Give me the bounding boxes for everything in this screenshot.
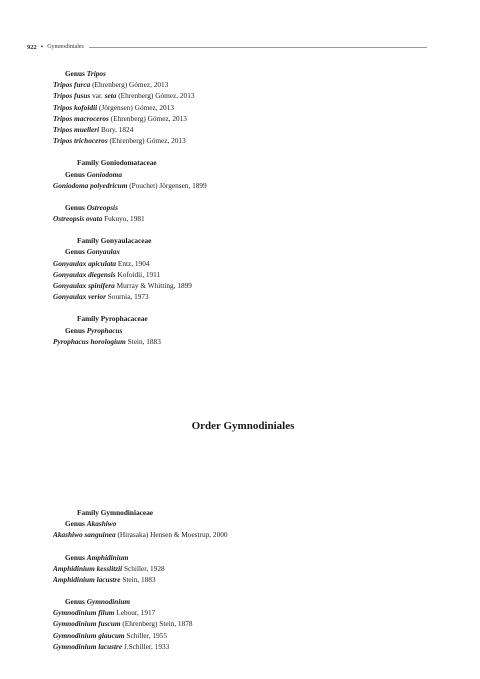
species-entry: Ostreopsis ovata Fukuyo, 1981 [53, 214, 145, 224]
family-heading: Family Pyrophacaceae [77, 314, 148, 324]
species-entry: Tripos muelleri Bory, 1824 [53, 124, 134, 134]
species-entry: Gymnodinium fuscum (Ehrenberg) Stein, 1878 [53, 619, 193, 629]
order-heading: Order Gymnodiniales [191, 419, 295, 432]
family-heading: Family Gonyaulacaceae [77, 236, 152, 246]
genus-heading: Genus Akashiwo [65, 519, 117, 529]
species-entry: Gymnodinium glaucum Schiller, 1955 [53, 630, 168, 640]
header-rule [89, 47, 427, 48]
species-entry: Tripos furca (Ehrenberg) Gómez, 2013 [53, 80, 169, 90]
genus-heading: Genus Gonyaulax [65, 247, 120, 257]
genus-heading: Genus Ostreopsis [65, 202, 118, 212]
genus-heading: Genus Gymnodinium [65, 597, 131, 607]
page-content [53, 68, 443, 663]
genus-tripos-block [53, 68, 443, 146]
species-entry: Goniodoma polyedricum (Pouchet) Jörgensen, 1899 [53, 180, 207, 190]
family-heading: Family Goniodomataceae [77, 158, 157, 168]
species-entry: Gonyaulax spinifera Murray & Whitting, 1899 [53, 281, 192, 290]
genus-amphidinium-block [53, 552, 443, 586]
species-entry: Tripos trichoceros (Ehrenberg) Gómez, 2013 [53, 136, 186, 146]
species-entry: Tripos kofoidii (Jörgensen) Gómez, 2013 [53, 102, 174, 112]
species-entry: Gymnodinium lacustre J.Schiller, 1933 [53, 641, 170, 651]
header-separator: • [40, 43, 44, 51]
species-entry: Gonyaulax apiculata Entz, 1904 [53, 258, 150, 268]
section-title: Gymnodiniales [47, 44, 84, 50]
genus-gymnodinium-block [53, 596, 443, 652]
species-entry: Amphidinium lacustre Stein, 1883 [53, 574, 156, 584]
genus-ostreopsis-block [53, 202, 443, 224]
species-entry: Akashiwo sanguinea (Hirasaka) Hensen & Moestrup, 2000 [53, 530, 228, 540]
species-entry: Gymnodinium filum Lebour, 1917 [53, 608, 156, 618]
species-entry: Amphidinium kesslitzii Schiller, 1928 [53, 563, 165, 573]
species-entry: Tripos fusus var. seta (Ehrenberg) Gómez, 2013 [53, 91, 195, 101]
species-entry: Gonyaulax verior Sournia, 1973 [53, 292, 149, 302]
genus-heading: Genus Amphidinium [65, 552, 129, 562]
genus-heading: Genus Goniodoma [65, 169, 122, 179]
genus-heading: Genus Tripos [65, 69, 106, 78]
family-pyrophacaceae-block [53, 313, 443, 347]
species-entry: Tripos macroceros (Ehrenberg) Gómez, 2013 [53, 113, 187, 123]
family-gymnodiniaceae-block [53, 507, 443, 541]
species-entry: Pyrophacus horologium Stein, 1883 [53, 336, 161, 346]
family-heading: Family Gymnodiniaceae [77, 507, 154, 517]
genus-heading: Genus Pyrophacus [65, 325, 123, 335]
family-gonyaulacaceae-block [53, 235, 443, 302]
page-number: 922 [27, 43, 37, 51]
species-entry: Gonyaulax diegensis Kofoidii, 1911 [53, 269, 161, 279]
running-header [27, 41, 427, 53]
family-goniodomataceae-block [53, 157, 443, 191]
